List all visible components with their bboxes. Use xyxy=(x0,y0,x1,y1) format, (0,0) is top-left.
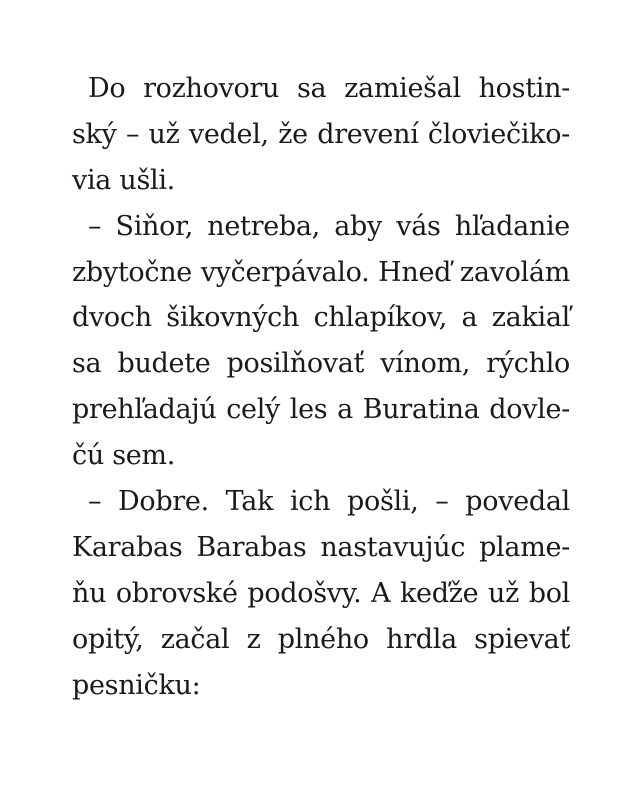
text-line: sa budete posilňovať vínom, rýchlo xyxy=(72,348,570,380)
text-line: opitý, začal z plného hrdla spievať xyxy=(72,623,570,655)
text-line: zbytočne vyčerpávalo. Hneď zavolám xyxy=(72,256,570,288)
book-page-text xyxy=(72,66,570,708)
text-line: Karabas Barabas nastavujúc plame- xyxy=(72,531,570,563)
text-line: Do rozhovoru sa zamiešal hostin- xyxy=(88,73,570,104)
text-line: – Siňor, netreba, aby vás hľadanie xyxy=(88,210,570,242)
text-line: čú sem. xyxy=(72,440,176,472)
text-line: ský – už vedel, že drevení človiečiko- xyxy=(72,118,570,150)
text-line: via ušli. xyxy=(72,164,175,196)
text-line: pesničku: xyxy=(72,669,201,701)
text-line: – Dobre. Tak ich pošli, – povedal xyxy=(88,486,570,518)
text-line: prehľadajú celý les a Buratina dovle- xyxy=(72,394,570,426)
text-line: dvoch šikovných chlapíkov, a zakiaľ xyxy=(72,302,570,334)
text-line: ňu obrovské podošvy. A keďže už bol xyxy=(72,577,570,609)
